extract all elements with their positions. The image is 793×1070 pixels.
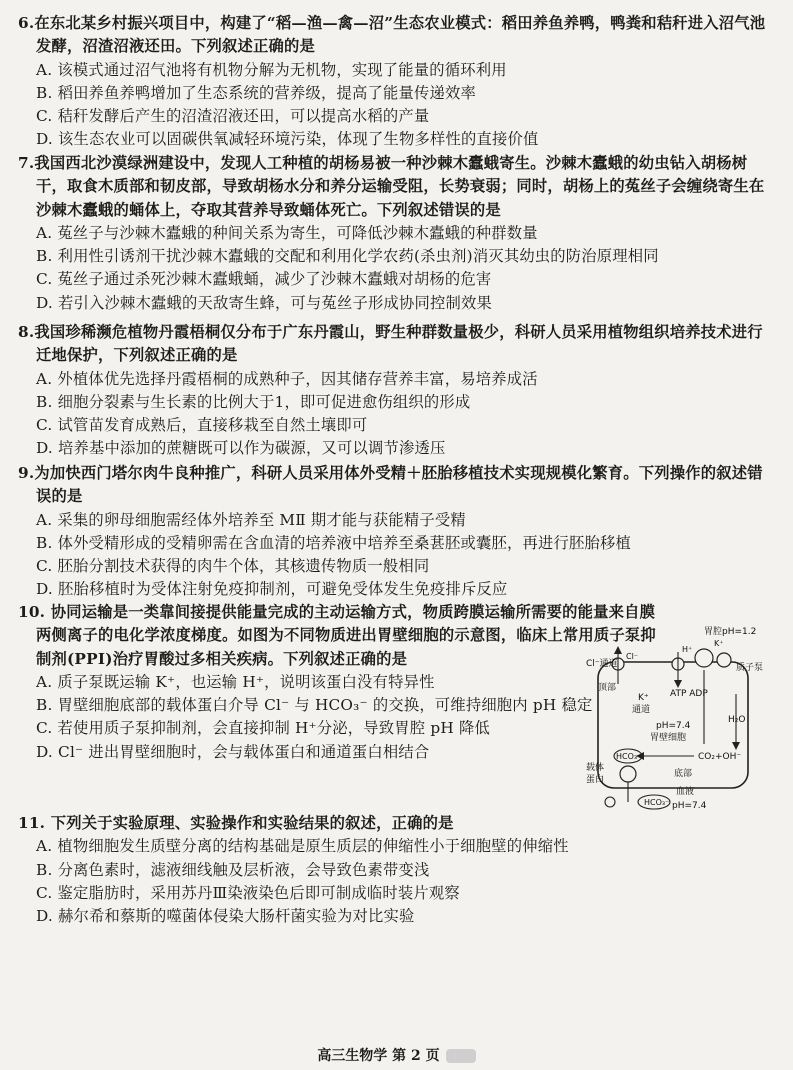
smudge-mark	[446, 1049, 476, 1063]
option-d: D. 若引入沙棘木蠹蛾的天敌寄生蜂，可与菟丝子形成协同控制效果	[36, 293, 492, 312]
hco3-label: HCO₃⁻	[616, 752, 642, 761]
option-d: D. Cl⁻ 进出胃壁细胞时，会与载体蛋白和通道蛋白相结合	[36, 742, 430, 761]
option-a: A. 植物细胞发生质壁分离的结构基础是原生质层的伸缩性小于细胞壁的伸缩性	[36, 837, 569, 856]
question-9	[18, 462, 770, 602]
option-a: A. 采集的卵母细胞需经体外培养至 MⅡ 期才能与获能精子受精	[36, 510, 466, 529]
arrow-head-icon	[614, 646, 622, 654]
bottom-label: 底部	[674, 769, 693, 779]
question-8	[18, 321, 770, 461]
k-channel-label: K⁺	[638, 693, 649, 703]
co2-oh-label: CO₂+OH⁻	[698, 752, 742, 762]
k-channel-label-2: 通道	[632, 705, 651, 715]
option-b: B. 体外受精形成的受精卵需在含血清的培养液中培养至桑葚胚或囊胚，再进行胚胎移植	[36, 533, 631, 552]
proton-pump-icon	[695, 649, 713, 667]
option-c: C. 若使用质子泵抑制剂，会直接抑制 H⁺分泌，导致胃腔 pH 降低	[36, 719, 490, 738]
carrier-label-2: 蛋白	[586, 775, 605, 785]
option-d: D. 胚胎移植时为受体注射免疫抑制剂，可避免受体发生免疫排斥反应	[36, 580, 508, 599]
question-11	[18, 812, 770, 928]
cl-ion-label: Cl⁻	[626, 652, 639, 661]
carrier-protein-icon	[620, 766, 636, 782]
question-stem: 11. 下列关于实验原理、实验操作和实验结果的叙述，正确的是	[18, 814, 454, 832]
top-label: 顶部	[598, 683, 617, 693]
question-stem: 9.为加快西门塔尔肉牛良种推广，科研人员采用体外受精＋胚胎移植技术实现规模化繁育。下列操作的叙述错误的是	[18, 464, 763, 506]
stomach-ph-label: 胃腔pH=1.2	[704, 627, 757, 637]
option-c: C. 鉴定脂肪时，采用苏丹Ⅲ染液染色后即可制成临时装片观察	[36, 883, 460, 902]
option-b: B. 细胞分裂素与生长素的比例大于1，即可促进愈伤组织的形成	[36, 392, 471, 411]
h2o-label: H₂O	[728, 715, 746, 725]
h-ion-label: H⁺	[682, 645, 693, 654]
proton-pump-label: 质子泵	[736, 663, 764, 673]
question-stem: 10. 协同运输是一类靠间接提供能量完成的主动运输方式，物质跨膜运输所需要的能量来自膜两侧离子的电化学浓度梯度。如图为不同物质进出胃壁细胞的示意图，临床上常用质子泵抑制剂(PPI)治疗胃酸过多相关疾病。下列叙述正确的是	[18, 603, 656, 668]
option-d: D. 该生态农业可以固碳供氧减轻环境污染，体现了生物多样性的直接价值	[36, 130, 539, 149]
blood-label: 血液	[676, 787, 695, 797]
arrow-head-icon	[674, 680, 682, 688]
option-a: A. 该模式通过沼气池将有机物分解为无机物，实现了能量的循环利用	[36, 60, 507, 79]
option-a: A. 外植体优先选择丹霞梧桐的成熟种子，因其储存营养丰富，易培养成活	[36, 369, 538, 388]
question-7	[18, 152, 770, 315]
option-d: D. 赫尔希和蔡斯的噬菌体侵染大肠杆菌实验为对比实验	[36, 907, 415, 926]
blood-cl-icon	[605, 797, 615, 807]
cell-name-label: 胃壁细胞	[650, 733, 687, 743]
option-d: D. 培养基中添加的蔗糖既可以作为碳源，又可以调节渗透压	[36, 439, 446, 458]
blood-ph-label: pH=7.4	[672, 801, 707, 811]
option-c: C. 试管苗发育成熟后，直接移栽至自然土壤即可	[36, 416, 368, 435]
blood-hco3-label: HCO₃⁻	[644, 798, 670, 807]
question-stem: 8.我国珍稀濒危植物丹霞梧桐仅分布于广东丹霞山，野生种群数量极少，科研人员采用植物组织培养技术进行迁地保护，下列叙述正确的是	[18, 323, 763, 365]
option-c: C. 胚胎分割技术获得的肉牛个体，其核遗传物质一般相同	[36, 557, 430, 576]
option-b: B. 稻田养鱼养鸭增加了生态系统的营养级，提高了能量传递效率	[36, 83, 476, 102]
arrow-head-icon	[732, 742, 740, 750]
option-b: B. 分离色素时，滤液细线触及层析液，会导致色素带变浅	[36, 860, 430, 879]
question-6	[18, 12, 770, 152]
option-b: B. 胃壁细胞底部的载体蛋白介导 Cl⁻ 与 HCO₃⁻ 的交换，可维持细胞内 pH 稳定	[36, 696, 593, 715]
option-a: A. 菟丝子与沙棘木蠹蛾的种间关系为寄生，可降低沙棘木蠹蛾的种群数量	[36, 223, 538, 242]
option-c: C. 秸秆发酵后产生的沼渣沼液还田，可以提高水稻的产量	[36, 107, 430, 126]
option-a: A. 质子泵既运输 K⁺，也运输 H⁺，说明该蛋白没有特异性	[36, 672, 435, 691]
question-stem: 6.在东北某乡村振兴项目中，构建了“稻—渔—禽—沼”生态农业模式：稻田养鱼养鸭，鸭粪和秸秆进入沼气池发酵，沼渣沼液还田。下列叙述正确的是	[18, 14, 766, 56]
cl-channel-label: Cl⁻通道	[586, 659, 618, 669]
ion-circle-icon	[717, 653, 731, 667]
k-ion-label: K⁺	[714, 639, 724, 648]
atp-adp-label: ATP ADP	[670, 689, 708, 699]
page-footer	[0, 1045, 793, 1065]
carrier-label-1: 载体	[586, 763, 605, 773]
option-c: C. 菟丝子通过杀死沙棘木蠹蛾蛹，减少了沙棘木蠹蛾对胡杨的危害	[36, 270, 492, 289]
gastric-cell-diagram	[586, 624, 776, 814]
option-b: B. 利用性引诱剂干扰沙棘木蠹蛾的交配和利用化学农药(杀虫剂)消灭其幼虫的防治原理相同	[36, 247, 659, 266]
question-stem: 7.我国西北沙漠绿洲建设中，发现人工种植的胡杨易被一种沙棘木蠹蛾寄生。沙棘木蠹蛾的幼虫钻入胡杨树干，取食木质部和韧皮部，导致胡杨水分和养分运输受阻，长势衰弱；同时，胡杨上的菟丝子会缠绕寄生在沙棘木蠹蛾的蛹体上，夺取其营养导致蛹体死亡。下列叙述错误的是	[18, 154, 765, 219]
cell-ph-label: pH=7.4	[656, 721, 691, 731]
footer-text: 高三生物学 第 2 页	[317, 1048, 440, 1064]
